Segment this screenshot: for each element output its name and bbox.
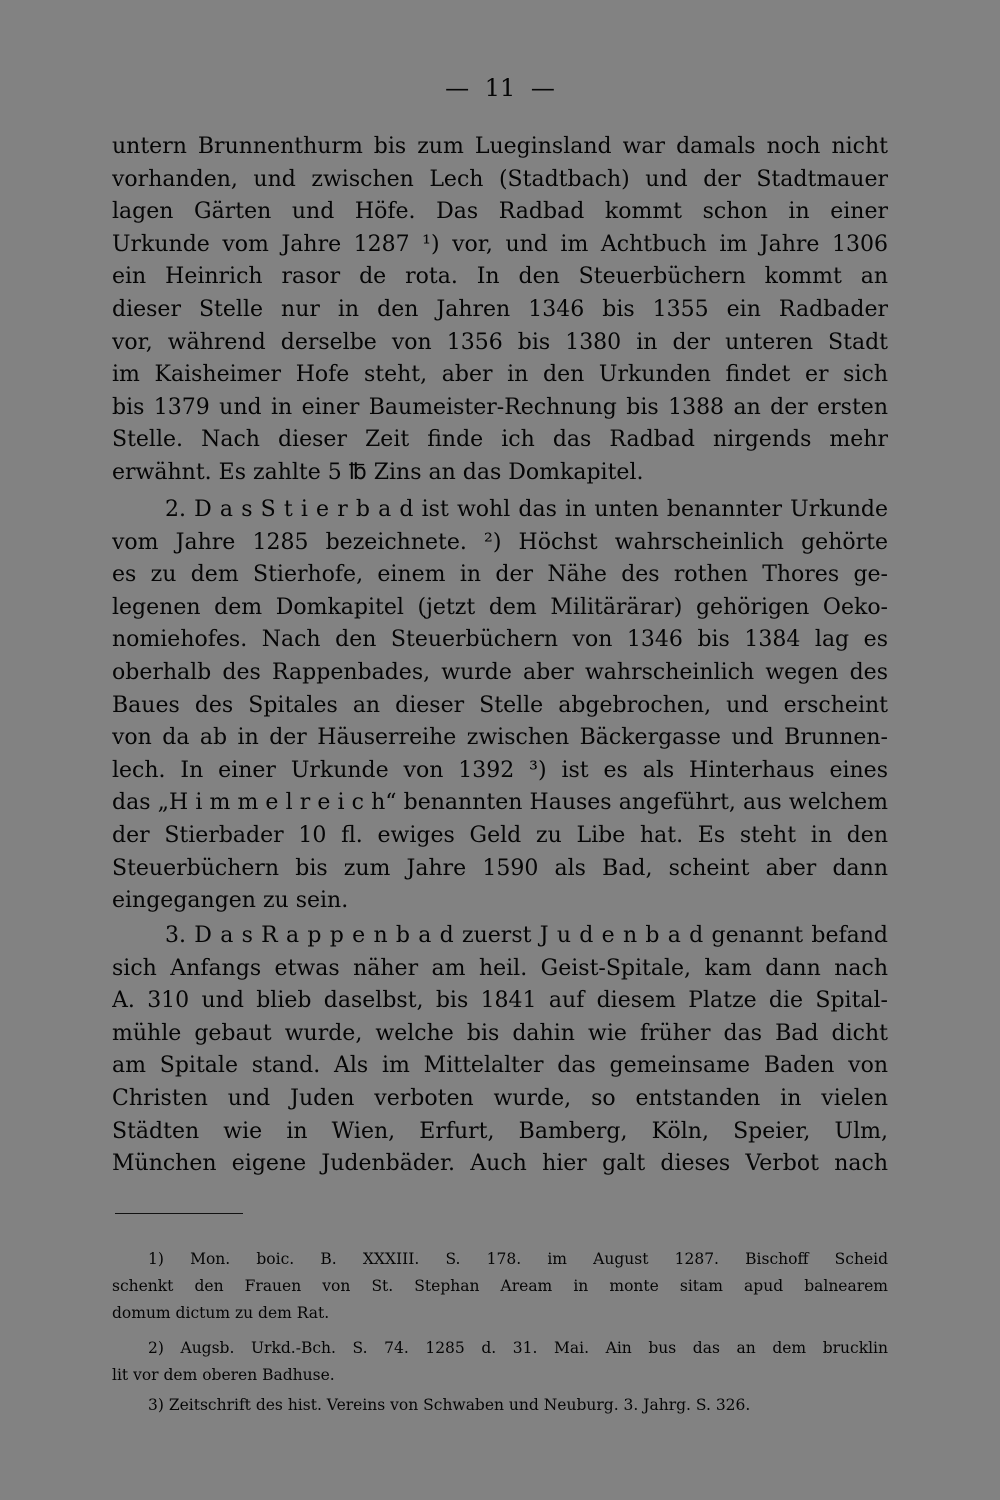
text-line: dieser Stelle nur in den Jahren 1346 bis 1355 ein Radbader [112, 297, 888, 322]
text-line: vor, während derselbe von 1356 bis 1380 in der unteren Stadt [112, 329, 888, 355]
text-line: im Kaisheimer Hofe steht, aber in den Urkunden findet er sich [112, 362, 888, 388]
text-line: oberhalb des Rappenbades, wurde aber wahrscheinlich wegen des [112, 660, 888, 685]
text-line: legenen dem Domkapitel (jetzt dem Militärärar) gehörigen Oeko- [112, 594, 888, 620]
text-line: von da ab in der Häuserreihe zwischen Bäckergasse und Brunnen- [112, 725, 888, 751]
text-line: 3. D a s R a p p e n b a d zuerst J u d e n b a d genannt befand [165, 923, 888, 948]
text-line: sich Anfangs etwas näher am heil. Geist-Spitale, kam dann nach [112, 955, 888, 981]
footnote-line: 2) Augsb. Urkd.-Bch. S. 74. 1285 d. 31. Mai. Ain bus das an dem brucklin [148, 1339, 888, 1357]
text-line: lagen Gärten und Höfe. Das Radbad kommt schon in einer [112, 199, 888, 225]
text-line: nomiehofes. Nach den Steuerbüchern von 1346 bis 1384 lag es [112, 627, 888, 653]
footnote-divider [115, 1213, 243, 1214]
text-line: eingegangen zu sein. [112, 888, 349, 914]
text-line: vorhanden, und zwischen Lech (Stadtbach) und der Stadtmauer [112, 166, 888, 192]
footnote-line: lit vor dem oberen Badhuse. [112, 1366, 335, 1384]
text-line: A. 310 und blieb daselbst, bis 1841 auf diesem Platze die Spital- [112, 988, 888, 1014]
text-line: Baues des Spitales an dieser Stelle abgebrochen, und erscheint [112, 692, 888, 718]
footnote-line: 3) Zeitschrift des hist. Vereins von Schwaben und Neuburg. 3. Jahrg. S. 326. [148, 1396, 751, 1414]
text-line: der Stierbader 10 fl. ewiges Geld zu Libe hat. Es steht in den [112, 823, 888, 848]
text-line: es zu dem Stierhofe, einem in der Nähe des rothen Thores ge- [112, 562, 888, 588]
text-line: erwähnt. Es zahlte 5 ℔ Zins an das Domkapitel. [112, 460, 644, 485]
text-line: das „H i m m e l r e i c h“ benannten Hauses angeführt, aus welchem [112, 790, 888, 816]
footnote-line: domum dictum zu dem Rat. [112, 1304, 330, 1322]
text-line: lech. In einer Urkunde von 1392 ³) ist es als Hinterhaus eines [112, 757, 888, 783]
text-line: untern Brunnenthurm bis zum Lueginsland war damals noch nicht [112, 134, 888, 159]
text-line: Christen und Juden verboten wurde, so entstanden in vielen [112, 1086, 888, 1111]
footnote-line: schenkt den Frauen von St. Stephan Aream in monte sitam apud balnearem [112, 1277, 888, 1295]
text-line: München eigene Judenbäder. Auch hier galt dieses Verbot nach [112, 1151, 888, 1177]
text-line: Steuerbüchern bis zum Jahre 1590 als Bad, scheint aber dann [112, 855, 888, 881]
text-line: 2. D a s S t i e r b a d ist wohl das in unten benannter Urkunde [165, 497, 888, 522]
text-line: bis 1379 und in einer Baumeister-Rechnung bis 1388 an der ersten [112, 394, 888, 420]
text-line: am Spitale stand. Als im Mittelalter das gemeinsame Baden von [112, 1053, 888, 1079]
text-line: ein Heinrich rasor de rota. In den Steuerbüchern kommt an [112, 264, 888, 290]
text-line: vom Jahre 1285 bezeichnete. ²) Höchst wahrscheinlich gehörte [112, 529, 888, 555]
text-line: mühle gebaut wurde, welche bis dahin wie früher das Bad dicht [112, 1020, 888, 1046]
text-line: Städten wie in Wien, Erfurt, Bamberg, Köln, Speier, Ulm, [112, 1118, 888, 1144]
text-line: Urkunde vom Jahre 1287 ¹) vor, und im Achtbuch im Jahre 1306 [112, 231, 888, 257]
page-number: — 11 — [445, 74, 555, 102]
footnote-line: 1) Mon. boic. B. XXXIII. S. 178. im August 1287. Bischoff Scheid [148, 1250, 888, 1268]
text-line: Stelle. Nach dieser Zeit finde ich das Radbad nirgends mehr [112, 427, 888, 453]
